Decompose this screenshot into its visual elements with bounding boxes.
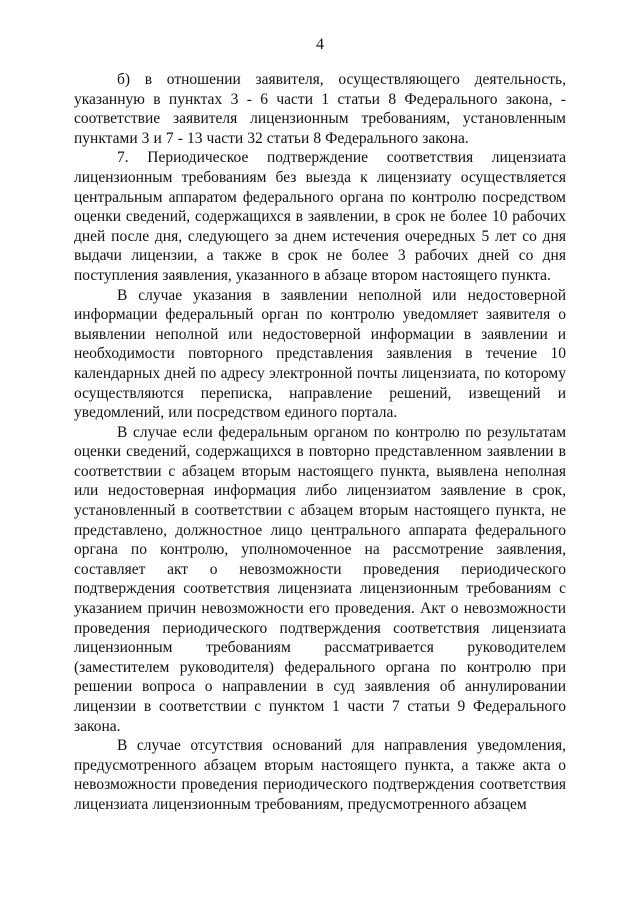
paragraph-incomplete-information: В случае указания в заявлении неполной или недостоверной информации федеральный орган по контролю уведомляет заявителя о выявлении неполной или недостоверной информации в заявлении и необходимости повторного представления заявления в течение 10 календарных дней по адресу электронной почты лицензиата, по которому осуществляются переписка, направление решений, извещений и уведомлений, или посредством единого портала. — [74, 286, 566, 422]
document-body — [74, 70, 566, 815]
page-number: 4 — [316, 36, 324, 53]
paragraph-item-7: 7. Периодическое подтверждение соответствия лицензиата лицензионным требованиям без выезда к лицензиату осуществляется центральным аппаратом федерального органа по контролю посредством оценки сведений, содержащихся в заявлении, в срок не более 10 рабочих дней после дня, следующего за днем истечения очередных 5 лет со дня выдачи лицензии, а также в срок не более 3 рабочих дней со дня поступления заявления, указанного в абзаце втором настоящего пункта. — [74, 149, 566, 284]
paragraph-impossibility-act: В случае если федеральным органом по контролю по результатам оценки сведений, содержащихся в повторно представленном заявлении в соответствии с абзацем вторым настоящего пункта, выявлена неполная или недостоверная информация либо лицензиатом заявление в срок, установленный в соответствии с абзацем вторым настоящего пункта, не представлено, должностное лицо центрального аппарата федерального органа по контролю, уполномоченное на рассмотрение заявления, составляет акт о невозможности проведения периодического подтверждения соответствия лицензиата лицензионным требованиям с указанием причин невозможности его проведения. Акт о невозможности проведения периодического подтверждения соответствия лицензиата лицензионным требованиям рассматривается руководителем (заместителем руководителя) федерального органа по контролю при решении вопроса о направлении в суд заявления об аннулировании лицензии в соответствии с пунктом 1 части 7 статьи 9 Федерального закона. — [74, 423, 566, 735]
paragraph-subitem-b: б) в отношении заявителя, осуществляющего деятельность, указанную в пунктах 3 - 6 части 1 статьи 8 Федерального закона, - соответствие заявителя лицензионным требованиям, установленным пунктами 3 и 7 - 13 части 32 статьи 8 Федерального закона. — [74, 71, 566, 147]
paragraph-absence-of-grounds: В случае отсутствия оснований для направления уведомления, предусмотренного абзацем вторым настоящего пункта, а также акта о невозможности проведения периодического подтверждения соответствия лицензиата лицензионным требованиям, предусмотренного абзацем — [74, 737, 566, 813]
